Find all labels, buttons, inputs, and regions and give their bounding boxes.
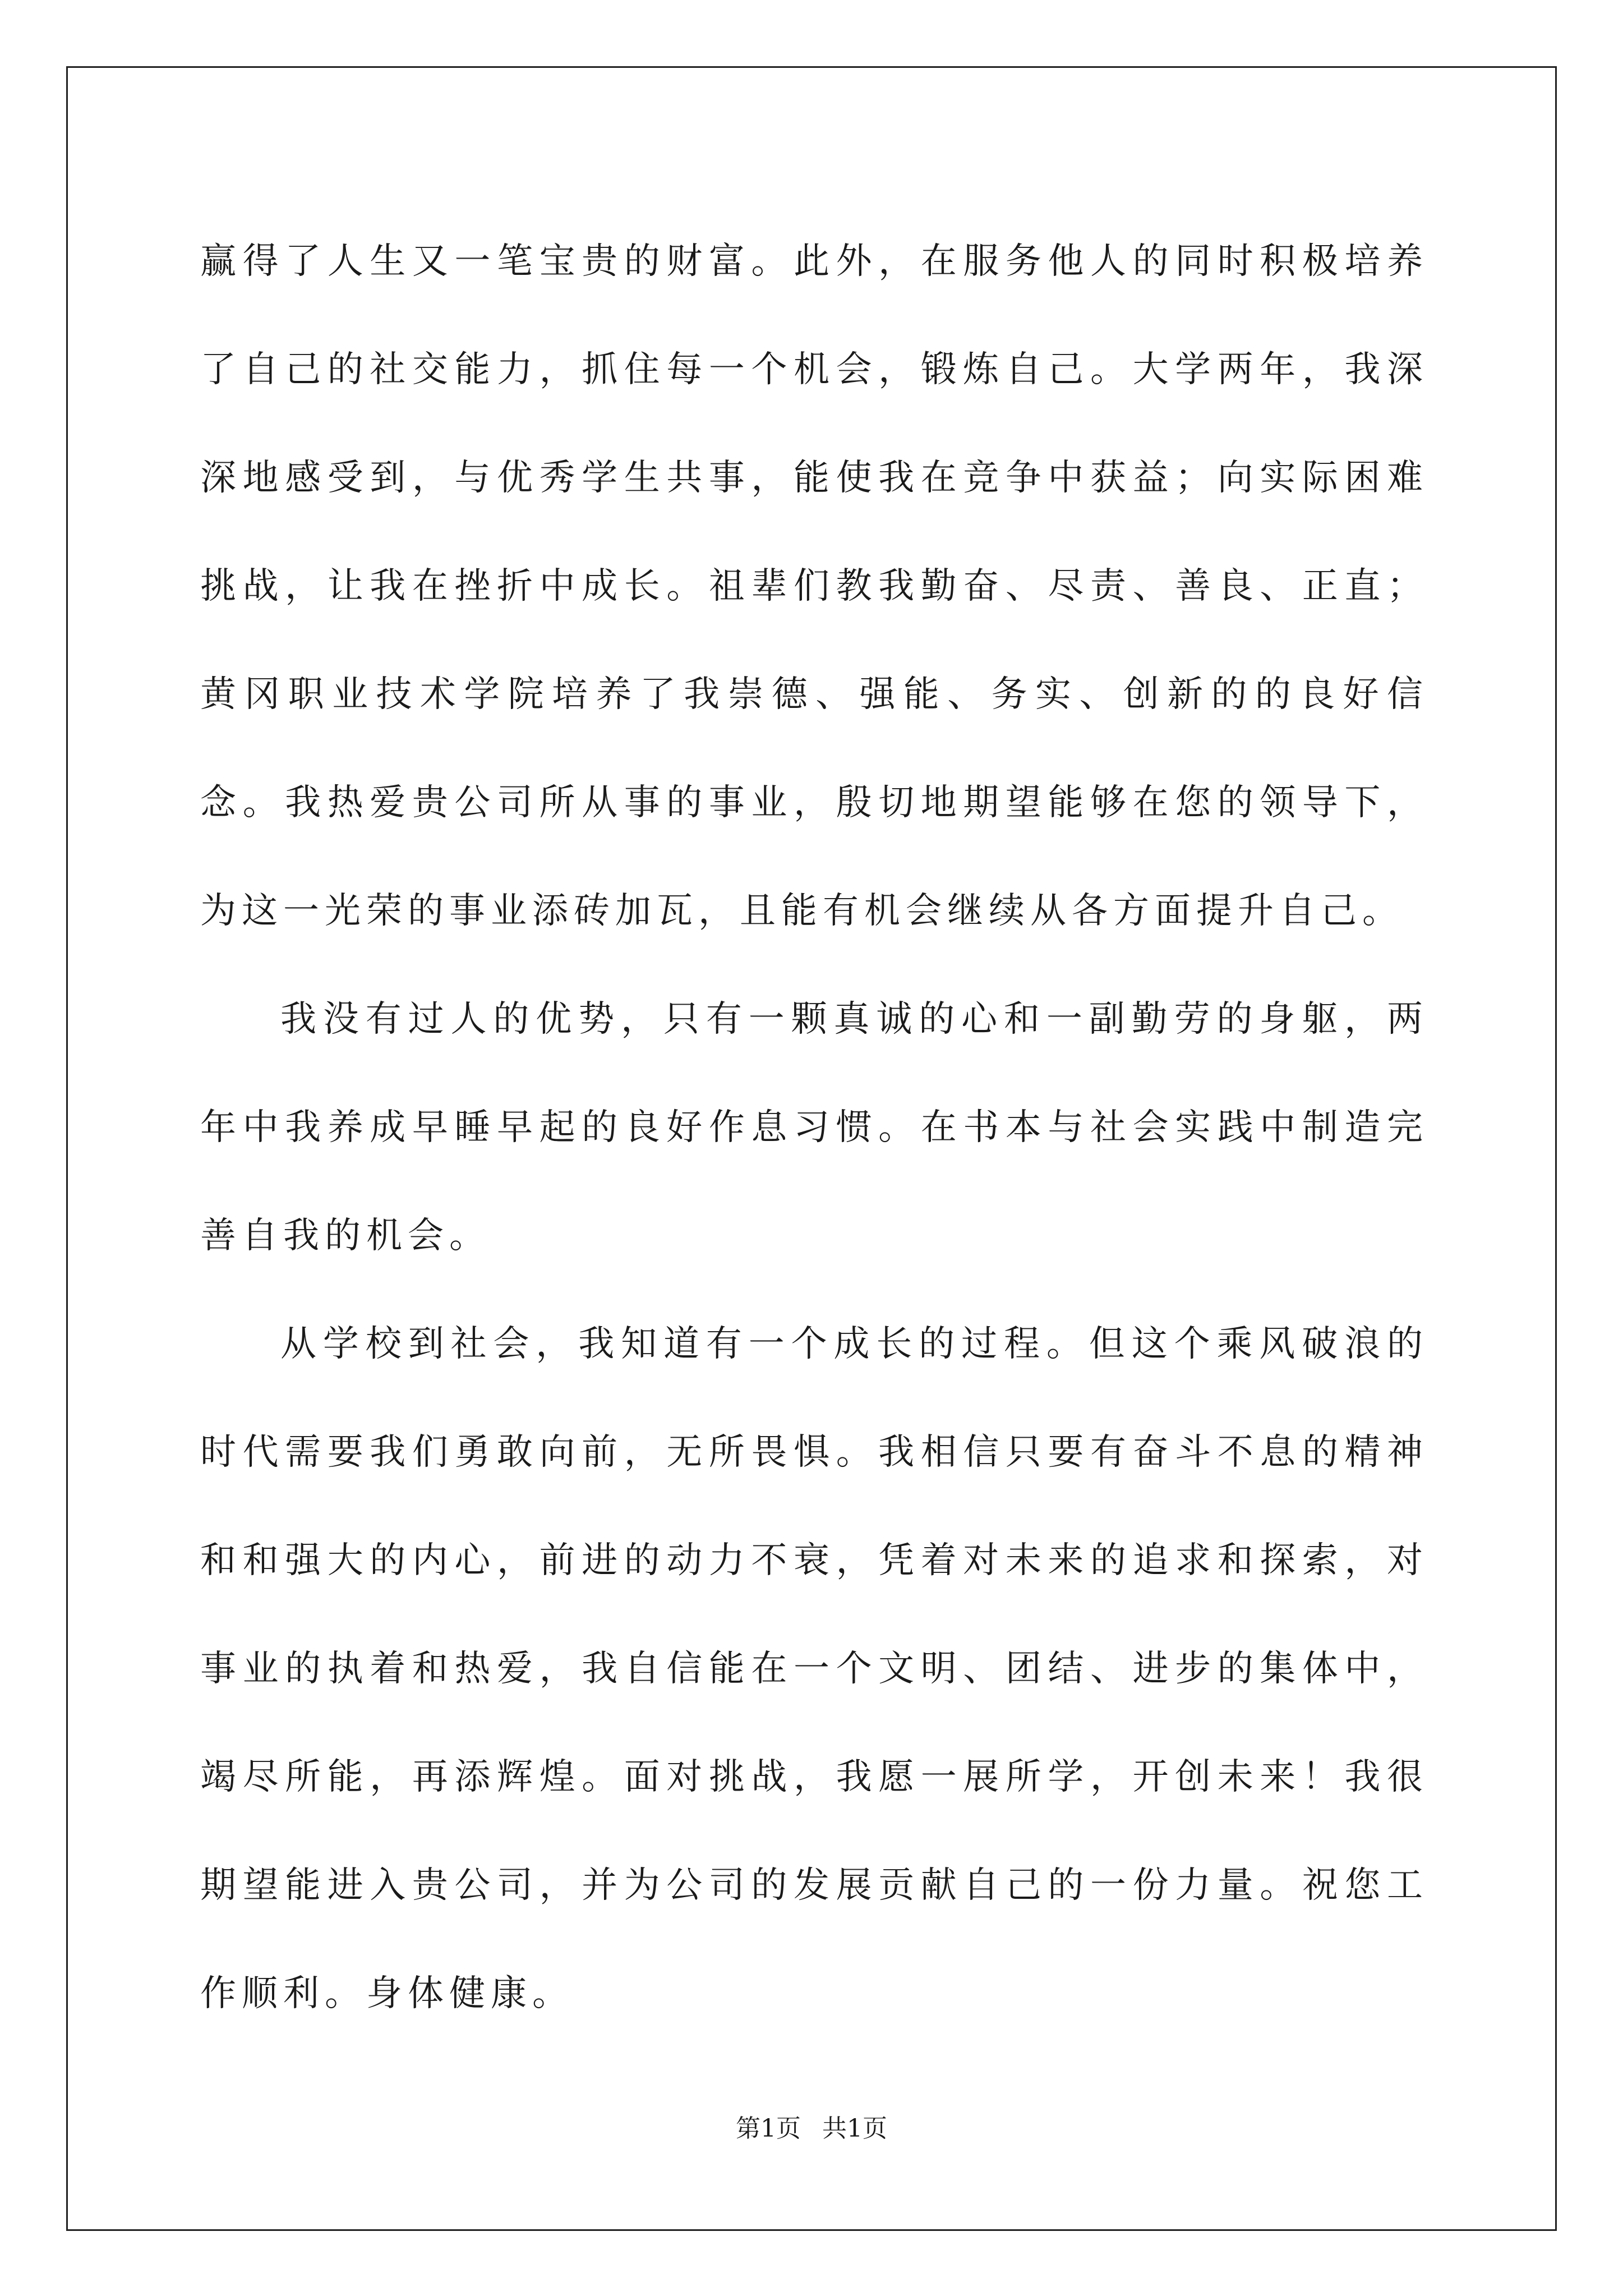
paragraph-3: 从学校到社会，我知道有一个成长的过程。但这个乘风破浪的时代需要我们勇敢向前，无所畏惧。我相信只要有奋斗不息的精神和和强大的内心，前进的动力不衰，凭着对未来的追求和探索，对事业的执着和热爱，我自信能在一个文明、团结、进步的集体中，竭尽所能，再添辉煌。面对挑战，我愿一展所学，开创未来！我很期望能进入贵公司，并为公司的发展贡献自己的一份力量。祝您工作顺利。身体健康。 (200, 1323, 1428, 2014)
paragraph-1: 赢得了人生又一笔宝贵的财富。此外，在服务他人的同时积极培养了自己的社交能力，抓住每一个机会，锻炼自己。大学两年，我深深地感受到，与优秀学生共事，能使我在竞争中获益；向实际困难挑战，让我在挫折中成长。祖辈们教我勤奋、尽责、善良、正直；黄冈职业技术学院培养了我崇德、强能、务实、创新的的良好信念。我热爱贵公司所从事的事业，殷切地期望能够在您的领导下，为这一光荣的事业添砖加瓦，且能有机会继续从各方面提升自己。 (200, 241, 1428, 932)
document-body (200, 208, 1428, 2048)
page-footer (0, 2108, 1623, 2144)
page-number-current: 第1页 (736, 2114, 801, 2143)
paragraph-2: 我没有过人的优势，只有一颗真诚的心和一副勤劳的身躯，两年中我养成早睡早起的良好作息习惯。在书本与社会实践中制造完善自我的机会。 (200, 999, 1428, 1257)
page-number-total: 共1页 (822, 2114, 887, 2143)
